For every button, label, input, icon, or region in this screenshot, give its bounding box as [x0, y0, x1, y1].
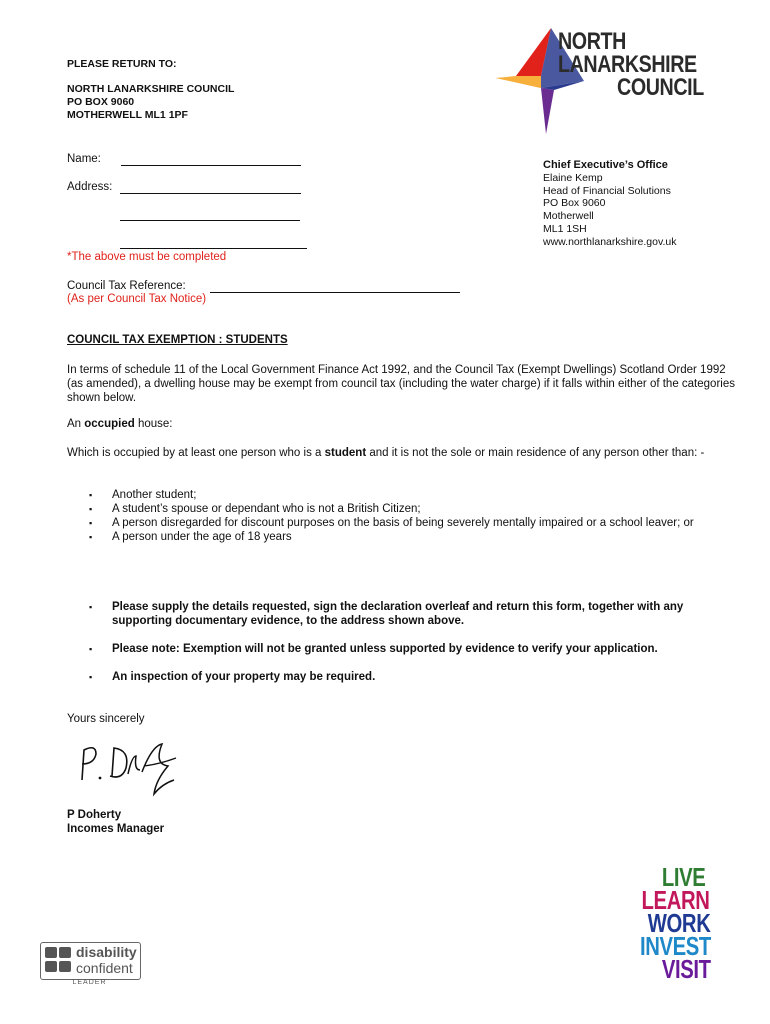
disability-confident-badge: [40, 942, 142, 988]
badge-line-1: disability: [76, 944, 137, 960]
logo-line-council: COUNCIL: [617, 74, 704, 101]
office-line-5: ML1 1SH: [543, 222, 587, 235]
slogan-learn: LEARN: [641, 885, 710, 915]
occupied-pre: An: [67, 418, 85, 430]
badge-check-icon: [59, 947, 71, 958]
slogan-live: LIVE: [661, 862, 706, 892]
council-logo: [496, 26, 736, 136]
slogan-work: WORK: [647, 908, 711, 938]
office-block: [543, 159, 676, 249]
name-field-row: [67, 153, 327, 165]
office-line-4: Motherwell: [543, 210, 594, 223]
name-input-line[interactable]: [121, 154, 301, 166]
return-heading: PLEASE RETURN TO:: [67, 58, 177, 70]
address-input-line-2[interactable]: [120, 209, 300, 221]
address-input-line-1[interactable]: [120, 182, 301, 194]
category-bullet: ▪ A student’s spouse or dependant who is not a British Citizen;: [67, 502, 727, 516]
notes-bullet-list: [67, 600, 737, 684]
return-line-3: MOTHERWELL ML1 1PF: [67, 109, 188, 121]
office-title: Chief Executive’s Office: [543, 159, 668, 171]
badge-line-2: confident: [76, 960, 133, 976]
logo-line-north: NORTH: [558, 28, 626, 55]
return-line-1: NORTH LANARKSHIRE COUNCIL: [67, 83, 235, 95]
slogan-block: [640, 862, 726, 984]
category-bullet: ▪ A person under the age of 18 years: [67, 530, 727, 544]
slogan-visit: VISIT: [661, 954, 711, 984]
intro-paragraph: In terms of schedule 11 of the Local Government Finance Act 1992, and the Council Tax (Exempt Dwellings) Scotland Order 1992 (as amended), a dwelling house may be exempt from council tax (including the water charge) if it falls within either of the categories shown below.: [67, 364, 735, 404]
which-pre: Which is occupied by at least one person who is a: [67, 447, 325, 459]
council-tax-ref-note: (As per Council Tax Notice): [67, 293, 207, 305]
badge-square-icon: [45, 961, 57, 972]
address-label: Address:: [67, 181, 113, 193]
name-label: Name:: [67, 153, 101, 165]
document-heading: COUNCIL TAX EXEMPTION : STUDENTS: [67, 334, 288, 346]
return-address-block: [67, 58, 234, 122]
which-post: and it is not the sole or main residence of any person other than: -: [366, 447, 705, 459]
address-input-line-3[interactable]: [120, 237, 307, 249]
category-bullet-list: [67, 488, 727, 544]
note-bullet: ▪ Please supply the details requested, sign the declaration overleaf and return this form, together with any supporting documentary evidence, to the address shown above.: [67, 600, 737, 628]
which-bold: student: [324, 447, 367, 459]
signer-title: Incomes Manager: [67, 823, 165, 835]
council-tax-ref-label: Council Tax Reference:: [67, 280, 186, 292]
office-line-2: Head of Financial Solutions: [543, 184, 671, 197]
note-bullet: ▪ An inspection of your property may be required.: [67, 670, 737, 684]
badge-grid-icon: [59, 961, 71, 972]
office-website: www.northlanarkshire.gov.uk: [543, 235, 677, 248]
council-tax-ref-input-line[interactable]: [210, 281, 460, 293]
return-line-2: PO BOX 9060: [67, 96, 135, 108]
required-note: *The above must be completed: [67, 251, 227, 263]
signature-image: [70, 736, 190, 802]
slogan-invest: INVEST: [640, 931, 711, 961]
occupied-bold: occupied: [84, 418, 135, 430]
which-paragraph: [67, 446, 727, 460]
signer-block: [67, 808, 164, 836]
closing: Yours sincerely: [67, 713, 145, 725]
badge-tick-icon: [45, 947, 57, 958]
office-line-3: PO Box 9060: [543, 197, 606, 210]
address-field-row: [67, 181, 327, 193]
office-line-1: Elaine Kemp: [543, 171, 603, 184]
category-bullet: ▪ Another student;: [67, 488, 727, 502]
occupied-line: [67, 418, 172, 430]
badge-line-3: LEADER: [72, 979, 107, 986]
category-bullet: ▪ A person disregarded for discount purposes on the basis of being severely mentally impaired or a school leaver; or: [67, 516, 727, 530]
signer-name: P Doherty: [67, 809, 122, 821]
occupied-post: house:: [134, 418, 173, 430]
council-tax-ref-row: [67, 280, 487, 292]
logo-line-lanarkshire: LANARKSHIRE: [558, 51, 697, 78]
note-bullet: ▪ Please note: Exemption will not be granted unless supported by evidence to verify your application.: [67, 642, 737, 656]
